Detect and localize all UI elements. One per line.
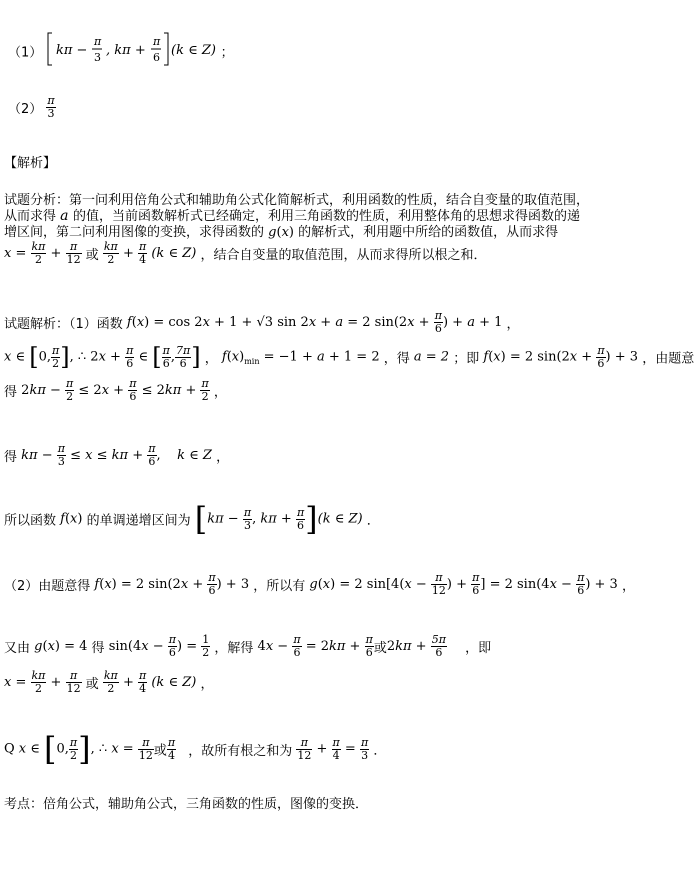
answer-2: [8, 95, 56, 120]
answer-1-suffix: ；: [220, 45, 234, 61]
svg-text:kπ −: kπ −: [56, 43, 88, 58]
analysis-line-3: 增区间，第二问利用图像的变换，求得函数的 g(x) 的解析式，利用题中所给的函数值，从而求得: [4, 225, 559, 240]
solution-line-4: 得 kπ − $\frac{\pi}{3}$ ≤ x ≤ kπ + $\frac{\pi}{6}$ , k ∈ Z ，: [4, 442, 230, 468]
answer-1-formula: [46, 29, 216, 69]
analysis-line-2: 从而求得 a 的值，当前函数解析式已经确定，利用三角函数的性质，利用整体角的思想求得函数的递: [4, 208, 580, 224]
answer-1-interval: [46, 29, 216, 73]
svg-text:(k ∈ Z): (k ∈ Z): [171, 43, 217, 58]
solution-q2-line-3: x = $\frac{k\pi}{2}$ + $\frac{\pi}{12}$ 或 $\frac{k\pi}{2}$ + $\frac{\pi}{4}$ (k ∈ Z) ，: [4, 669, 214, 695]
analysis-line-4: x = $\frac{k\pi}{2}$ + $\frac{\pi}{12}$ 或 $\frac{k\pi}{2}$ + $\frac{\pi}{4}$ (k ∈ Z) ，结合自变量的取值范围，从而求得所以根之和．: [4, 240, 487, 266]
analysis-line-1: 试题分析：第一问利用倍角公式和辅助角公式化简解析式，利用函数的性质，结合自变量的取值范围，: [4, 193, 590, 208]
svg-text:π: π: [94, 35, 102, 48]
answer-1: [8, 29, 234, 67]
solution-q2-line-4: Q x ∈ [0, $\frac{\pi}{2}$ ], ∴ x = $\frac{\pi}{12}$ 或 $\frac{\pi}{4}$ ，故所有根之和为 $\frac{\pi}{12}$ + $\frac{\pi}{4}$ = $\frac{\pi}{3}$ ．: [4, 730, 387, 768]
solution-line-1: 试题解析：（1）函数 f(x) = cos 2x + 1 + √3 sin 2x + a = 2 sin(2x + $\frac{\pi}{6}$ ) + a + 1 ，: [4, 309, 520, 335]
solution-q2-line-2: 又由 g(x) = 4 得 sin(4x − $\frac{\pi}{6}$ ) = $\frac{1}{2}$ ，解得 4x − $\frac{\pi}{6}$ = 2kπ + $\frac{\pi}{6}$ 或2kπ + $\frac{5\pi}{6}$ ，即: [4, 633, 492, 659]
answer-1-label: （1）: [8, 45, 43, 61]
solution-q2-line-1: （2）由题意得 f(x) = 2 sin(2x + $\frac{\pi}{6}$ ) + 3 ，所以有 g(x) = 2 sin[4(x − $\frac{\pi}{12}$ ) + $\frac{\pi}{6}$ ] = 2 sin(4x − $\frac{\pi}{6}$ ) + 3 ，: [4, 571, 635, 597]
answer-2-label: （2）: [8, 102, 43, 117]
solution-line-2: x ∈ [0, $\frac{\pi}{2}$ ], ∴ 2x + $\frac{\pi}{6}$ ∈ [ $\frac{\pi}{6}$ , $\frac{7\pi}{6}$ ] ， $f(x)_{min} = -1 + a + 1 = 2$ ，得 a = 2 ；即 f(x) = 2 sin(2x + $\frac{\pi}{6}$ ) + 3 ，由题意: [4, 343, 694, 371]
analysis-heading: 【解析】: [4, 156, 57, 171]
kaodian: 考点：倍角公式，辅助角公式，三角函数的性质，图像的变换．: [4, 797, 369, 812]
svg-text:, kπ +: , kπ +: [106, 43, 147, 58]
answer-2-value: $\frac{\pi}{3}$: [47, 94, 55, 120]
solution-line-5: 所以函数 f(x) 的单调递增区间为 [kπ − $\frac{\pi}{3}$ , kπ + $\frac{\pi}{6}$ ](k ∈ Z) ．: [4, 500, 380, 538]
svg-text:π: π: [153, 35, 161, 48]
svg-text:6: 6: [153, 51, 161, 64]
solution-line-3: 得 2kπ − $\frac{\pi}{2}$ ≤ 2x + $\frac{\pi}{6}$ ≤ 2kπ + $\frac{\pi}{2}$ ，: [4, 377, 227, 403]
svg-text:3: 3: [94, 51, 102, 64]
